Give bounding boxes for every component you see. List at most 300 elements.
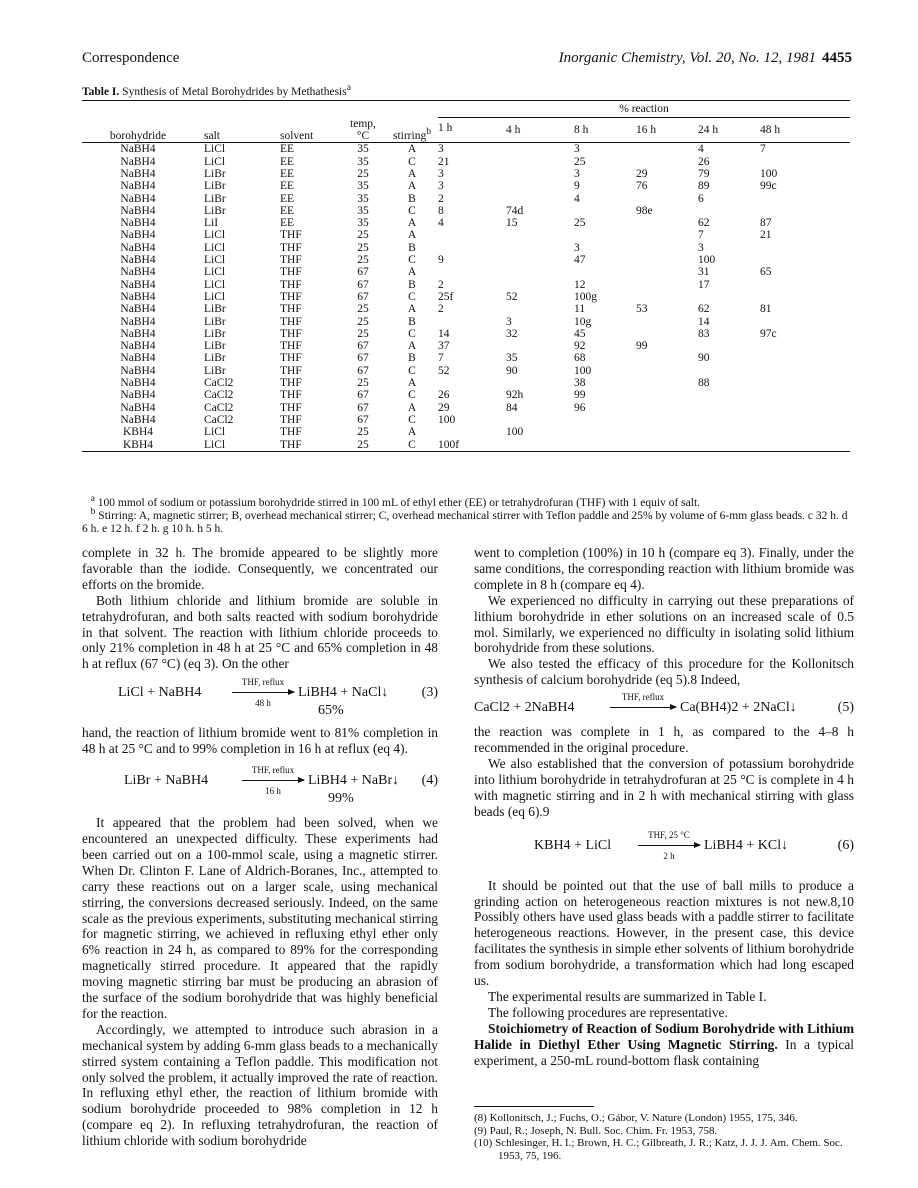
cell-8h: 68: [574, 352, 586, 365]
cell-borohydride: NaBH4: [120, 303, 156, 316]
left-column: [82, 545, 438, 1149]
cell-salt: LiBr: [204, 180, 226, 193]
cell-8h: 100g: [574, 290, 597, 303]
cell-16h: [636, 402, 698, 414]
cell-4h: [506, 303, 574, 315]
cell-salt: LiCl: [204, 254, 226, 267]
cell-4h: [506, 180, 574, 192]
cell-stirring: A: [407, 167, 417, 180]
equation-6: [474, 828, 854, 874]
cell-solvent: THF: [280, 327, 302, 340]
cell-borohydride: NaBH4: [120, 254, 156, 267]
cell-stirring: C: [408, 204, 416, 217]
cell-24h: 100: [698, 254, 716, 267]
cell-24h: [698, 389, 760, 401]
cell-4h: [506, 254, 574, 266]
cell-solvent: EE: [280, 155, 295, 168]
cell-16h: [636, 254, 698, 266]
cell-8h: [574, 439, 636, 452]
table-row: [82, 352, 850, 364]
table-row: [82, 266, 850, 278]
references: [474, 1112, 854, 1162]
journal-citation: Inorganic Chemistry, Vol. 20, No. 12, 1981: [558, 50, 816, 66]
table-title-note: a: [346, 82, 351, 93]
cell-16h: [636, 156, 698, 168]
cell-borohydride: NaBH4: [120, 204, 156, 217]
cell-24h: 17: [698, 278, 710, 291]
cell-salt: LiCl: [204, 426, 226, 439]
cell-stirring: C: [408, 290, 416, 303]
cell-48h: [760, 291, 850, 303]
col-8h: 8 h: [574, 124, 589, 137]
cell-temp: 35: [357, 192, 369, 205]
cell-4h: 15: [506, 217, 518, 230]
col-borohydride: borohydride: [109, 130, 167, 143]
cell-8h: 99: [574, 389, 586, 402]
cell-temp: 25: [357, 303, 369, 316]
cell-1h: 52: [438, 364, 450, 377]
cell-stirring: C: [408, 438, 416, 451]
eq5-rhs: Ca(BH4)2 + 2NaCl↓: [680, 700, 797, 716]
cell-borohydride: KBH4: [122, 426, 154, 439]
cell-solvent: EE: [280, 204, 295, 217]
cell-4h: [506, 242, 574, 254]
cell-48h: [760, 156, 850, 168]
cell-8h: 12: [574, 278, 586, 291]
cell-8h: 100: [574, 364, 592, 377]
cell-1h: 2: [438, 278, 444, 291]
cell-8h: 4: [574, 192, 580, 205]
cell-24h: [698, 402, 760, 414]
eq5-arrow: [610, 707, 676, 708]
cell-8h: 3: [574, 241, 580, 254]
table-footnote-b-text: Stirring: A, magnetic stirrer; B, overhead mechanical stirrer; C, overhead mechanical stirrer with Teflon paddle and 25% by volume of 6-mm glass beads.: [98, 509, 805, 522]
cell-stirring: A: [407, 217, 417, 230]
eq6-time: 2 h: [663, 850, 675, 861]
cell-borohydride: NaBH4: [120, 340, 156, 353]
cell-temp: 67: [357, 278, 369, 291]
cell-16h: 29: [636, 167, 648, 180]
cell-8h: 25: [574, 155, 586, 168]
cell-borohydride: NaBH4: [120, 229, 156, 242]
left-paragraph-1: complete in 32 h. The bromide appeared to be slightly more favorable than the iodide. Consequently, we concentrated our efforts on the bromide.: [82, 545, 438, 592]
cell-16h: [636, 389, 698, 401]
table-title: Synthesis of Metal Borohydrides by Methathesis: [122, 85, 347, 98]
cell-24h: 3: [698, 241, 704, 254]
eq6-arrow: [638, 845, 700, 846]
reference-10: (10) Schlesinger, H. I.; Brown, H. C.; Gilbreath, J. R.; Katz, J. J. J. Am. Chem. Soc. 1953, 75, 196.: [474, 1137, 843, 1162]
eq5-lhs: CaCl2 + 2NaBH4: [474, 700, 575, 716]
cell-stirring: B: [408, 241, 416, 254]
cell-48h: [760, 279, 850, 291]
eq6-lhs: KBH4 + LiCl: [534, 837, 612, 853]
cell-24h: [698, 439, 760, 452]
cell-solvent: THF: [280, 290, 302, 303]
cell-24h: [698, 426, 760, 438]
cell-stirring: A: [407, 180, 417, 193]
cell-stirring: A: [407, 377, 417, 390]
cell-solvent: THF: [280, 266, 302, 279]
table-row: [82, 365, 850, 377]
eq3-time: 48 h: [255, 698, 271, 709]
cell-24h: 83: [698, 327, 710, 340]
col-temp-top: temp,: [350, 117, 376, 130]
cell-24h: 90: [698, 352, 710, 365]
cell-24h: [698, 340, 760, 352]
table-row: [82, 242, 850, 254]
col-stirring-note: b: [426, 126, 432, 138]
cell-solvent: THF: [280, 254, 302, 267]
cell-salt: LiCl: [204, 143, 226, 156]
cell-4h: [506, 266, 574, 278]
cell-salt: LiBr: [204, 327, 226, 340]
cell-borohydride: NaBH4: [120, 241, 156, 254]
cell-solvent: THF: [280, 278, 302, 291]
cell-24h: 88: [698, 377, 710, 390]
cell-stirring: C: [408, 389, 416, 402]
cell-8h: [574, 229, 636, 241]
cell-8h: 47: [574, 254, 586, 267]
cell-salt: LiCl: [204, 155, 226, 168]
cell-temp: 67: [357, 290, 369, 303]
eq4-time: 16 h: [265, 786, 281, 797]
cell-temp: 25: [357, 438, 369, 451]
cell-temp: 67: [357, 364, 369, 377]
left-paragraph-2: Both lithium chloride and lithium bromide are soluble in tetrahydrofuran, and both salts reacted with sodium borohydride in that solvent. The reaction with lithium chloride proceeds to only 21% completion in 48 h at 25 °C and 65% completion in 48 h at reflux (67 °C) (eq 3). On the other: [82, 592, 438, 672]
eq4-condition: THF, reflux: [251, 765, 295, 776]
cell-solvent: EE: [280, 143, 295, 156]
right-paragraph-8: The following procedures are representative.: [488, 1004, 728, 1020]
cell-1h: 3: [438, 143, 444, 156]
col-4h: 4 h: [506, 124, 521, 137]
cell-stirring: C: [408, 155, 416, 168]
cell-48h: [760, 414, 850, 426]
cell-solvent: THF: [280, 364, 302, 377]
cell-borohydride: NaBH4: [120, 180, 156, 193]
cell-16h: [636, 229, 698, 241]
cell-16h: [636, 143, 698, 156]
section-header: Correspondence: [82, 50, 180, 66]
col-solvent: solvent: [280, 130, 314, 143]
cell-borohydride: NaBH4: [120, 266, 156, 279]
cell-temp: 67: [357, 413, 369, 426]
cell-solvent: THF: [280, 352, 302, 365]
cell-4h: 90: [506, 364, 518, 377]
cell-8h: 45: [574, 327, 586, 340]
cell-solvent: THF: [280, 303, 302, 316]
cell-temp: 35: [357, 180, 369, 193]
cell-stirring: A: [407, 401, 417, 414]
cell-8h: [574, 426, 636, 438]
right-paragraph-1: went to completion (100%) in 10 h (compare eq 3). Finally, under the same conditions, the corresponding reaction with lithium bromide was complete in 8 h (compare eq 4).: [474, 545, 854, 592]
reference-9: (9) Paul, R.; Joseph, N. Bull. Soc. Chim. Fr. 1953, 758.: [474, 1124, 718, 1137]
cell-salt: LiCl: [204, 278, 226, 291]
cell-solvent: EE: [280, 180, 295, 193]
eq3-number: (3): [421, 685, 438, 701]
cell-solvent: EE: [280, 217, 295, 230]
cell-stirring: C: [408, 327, 416, 340]
cell-48h: [760, 193, 850, 205]
cell-48h: [760, 316, 850, 328]
cell-1h: [438, 316, 506, 328]
cell-16h: [636, 426, 698, 438]
cell-salt: LiCl: [204, 290, 226, 303]
table-footnote-a: $^a$ 100 mmol of sodium or potassium borohydride stirred in 100 mL of ethyl ether (EE) or tetrahydrofuran (THF) with 1 equiv of salt.: [90, 493, 701, 509]
table-row: [82, 193, 850, 205]
cell-1h: [438, 242, 506, 254]
cell-16h: 76: [636, 180, 648, 193]
cell-4h: [506, 156, 574, 168]
table-footnote-b: $^b$ Stirring: A, magnetic stirrer; B, overhead mechanical stirrer; C, overhead mechanical stirrer with Teflon paddle and 25% by volume of 6-mm glass beads. c 32 h. d 6 h. e 12 h. f 2 h. g 10 h. h 5 h.: [82, 506, 848, 535]
cell-16h: [636, 279, 698, 291]
table-row: [82, 426, 850, 438]
cell-temp: 67: [357, 352, 369, 365]
cell-temp: 35: [357, 155, 369, 168]
eq4-number: (4): [421, 773, 438, 789]
cell-borohydride: NaBH4: [120, 352, 156, 365]
cell-8h: 11: [574, 303, 586, 316]
table-row: [82, 303, 850, 315]
cell-48h: [760, 254, 850, 266]
cell-temp: 25: [357, 167, 369, 180]
header-row: [82, 118, 850, 143]
cell-24h: 14: [698, 315, 710, 328]
cell-temp: 35: [357, 217, 369, 230]
cell-4h: [506, 414, 574, 426]
cell-48h: 87: [760, 217, 772, 230]
cell-stirring: C: [408, 254, 416, 267]
cell-stirring: C: [408, 364, 416, 377]
eq6-number: (6): [837, 837, 854, 853]
table-row: [82, 168, 850, 180]
cell-4h: 100: [506, 426, 524, 439]
cell-salt: LiCl: [204, 266, 226, 279]
eq3-yield: 65%: [318, 703, 344, 719]
cell-16h: [636, 365, 698, 377]
cell-4h: [506, 439, 574, 452]
cell-4h: [506, 229, 574, 241]
journal-header: [559, 50, 852, 67]
cell-16h: 53: [636, 303, 648, 316]
eq3-arrow: [232, 692, 294, 693]
cell-salt: LiBr: [204, 167, 226, 180]
cell-borohydride: NaBH4: [120, 217, 156, 230]
cell-temp: 67: [357, 340, 369, 353]
table-row: [82, 316, 850, 328]
cell-1h: 2: [438, 303, 444, 316]
cell-solvent: THF: [280, 229, 302, 242]
table-row: [82, 217, 850, 229]
cell-borohydride: NaBH4: [120, 192, 156, 205]
cell-temp: 67: [357, 389, 369, 402]
col-24h: 24 h: [698, 124, 719, 137]
left-paragraph-3: hand, the reaction of lithium bromide went to 81% completion in 48 h at 25 °C and to 99% completion in 16 h at reflux (eq 4).: [82, 725, 438, 757]
cell-16h: [636, 377, 698, 389]
cell-48h: 99c: [760, 180, 777, 193]
procedure-heading: Stoichiometry of Reaction of Sodium Borohydride with Lithium Halide in Diethyl Ether Using Magnetic Stirring.: [474, 1020, 854, 1052]
cell-salt: LiBr: [204, 303, 226, 316]
cell-1h: [438, 266, 506, 278]
data-table: [82, 100, 850, 452]
cell-48h: 97c: [760, 327, 777, 340]
cell-salt: LiCl: [204, 229, 226, 242]
right-paragraph-3: We also tested the efficacy of this procedure for the Kollonitsch synthesis of calcium borohydride (eq 5).8 Indeed,: [474, 656, 854, 688]
cell-4h: [506, 279, 574, 291]
cell-solvent: EE: [280, 167, 295, 180]
cell-1h: 9: [438, 254, 444, 267]
cell-borohydride: NaBH4: [120, 143, 156, 156]
cell-solvent: THF: [280, 389, 302, 402]
cell-salt: CaCl2: [204, 413, 234, 426]
cell-1h: 29: [438, 401, 450, 414]
cell-48h: [760, 439, 850, 452]
cell-temp: 67: [357, 401, 369, 414]
cell-1h: [438, 377, 506, 389]
eq3-lhs: LiCl + NaBH4: [118, 685, 202, 701]
cell-borohydride: NaBH4: [120, 389, 156, 402]
cell-24h: 26: [698, 155, 710, 168]
cell-4h: [506, 143, 574, 156]
cell-temp: 35: [357, 143, 369, 156]
cell-stirring: B: [408, 315, 416, 328]
cell-solvent: THF: [280, 426, 302, 439]
table-row: [82, 205, 850, 217]
table-row: [82, 439, 850, 452]
cell-48h: [760, 365, 850, 377]
cell-stirring: B: [408, 192, 416, 205]
cell-salt: LiBr: [204, 340, 226, 353]
cell-borohydride: NaBH4: [120, 278, 156, 291]
left-paragraph-5: Accordingly, we attempted to introduce such abrasion in a mechanical system by adding 6-mm glass beads to a mechanically stirred system containing a Teflon paddle. This modification not only solved the problem, it actually improved the rate of reaction. In refluxing ethyl ether, the reaction of lithium bromide with sodium borohydride proceeded to 98% completion in 12 h (compare eq 2). In refluxing tetrahydrofuran, the reaction of lithium chloride with sodium borohydride: [82, 1021, 438, 1149]
col-48h: 48 h: [760, 124, 781, 137]
cell-16h: [636, 242, 698, 254]
cell-temp: 25: [357, 377, 369, 390]
cell-4h: [506, 377, 574, 389]
cell-16h: [636, 414, 698, 426]
group-header: % reaction: [438, 101, 850, 118]
reference-8: (8) Kollonitsch, J.; Fuchs, O.; Gábor, V. Nature (London) 1955, 175, 346.: [474, 1112, 798, 1124]
cell-borohydride: NaBH4: [120, 290, 156, 303]
cell-16h: [636, 316, 698, 328]
cell-stirring: A: [407, 143, 417, 156]
cell-solvent: THF: [280, 241, 302, 254]
col-salt: salt: [204, 130, 220, 143]
cell-8h: [574, 266, 636, 278]
cell-48h: [760, 205, 850, 217]
cell-stirring: B: [408, 278, 416, 291]
cell-16h: [636, 266, 698, 278]
table-row: [82, 156, 850, 168]
left-paragraph-4: It appeared that the problem had been solved, when we encountered an unexpected difficulty. These experiments had been carried out on a 100-mmol scale, using a magnetic stirrer. When Dr. Clinton F. Lane of Aldrich-Boranes, Inc., attempted to carry these reactions out on a larger scale, using mechanical stirring, the conversions decreased seriously. Indeed, on the same scale as the previous experiments, substituting mechanical stirring for magnetic stirring, we achieved in refluxing ethyl ether only 6% reaction in 24 h, as compared to 89% for the corresponding magnetically stirred procedure. It appeared that the rapidly moving magnetic stirring bar must be producing an abrasion of the surface of the sodium borohydride that was highly beneficial for the reaction.: [82, 815, 438, 1021]
cell-1h: 2: [438, 192, 444, 205]
eq4-lhs: LiBr + NaBH4: [124, 773, 209, 789]
cell-8h: [574, 414, 636, 426]
right-paragraph-6: It should be pointed out that the use of ball mills to produce a grinding action on heterogeneous reaction mixtures is not new.8,10 Possibly others have used glass beads with a paddle stirrer to facilitate heterogeneous reactions. However, in the present case, this device facilitates the synthesis in simple ether solvents of lithium borohydride from sodium borohydride, a transformation which had long escaped us.: [474, 877, 854, 989]
cell-1h: 8: [438, 204, 444, 217]
eq6-rhs: LiBH4 + KCl↓: [704, 837, 789, 853]
table-caption: [82, 82, 351, 98]
cell-24h: 79: [698, 167, 710, 180]
eq4-yield: 99%: [328, 791, 354, 807]
procedure-text: In a typical experiment, a 250-mL round-bottom flask containing: [474, 1036, 854, 1068]
cell-8h: 96: [574, 401, 586, 414]
cell-1h: 3: [438, 167, 444, 180]
cell-48h: [760, 242, 850, 254]
table-row: [82, 143, 850, 156]
cell-solvent: EE: [280, 192, 295, 205]
cell-salt: CaCl2: [204, 401, 234, 414]
cell-1h: 3: [438, 180, 444, 193]
cell-4h: [506, 340, 574, 352]
cell-salt: LiCl: [204, 438, 226, 451]
cell-temp: 25: [357, 327, 369, 340]
cell-48h: [760, 389, 850, 401]
cell-salt: LiBr: [204, 364, 226, 377]
cell-stirring: A: [407, 426, 417, 439]
table-row: [82, 402, 850, 414]
cell-48h: 21: [760, 229, 772, 242]
table-row: [82, 254, 850, 266]
equation-3: [82, 675, 438, 719]
table-footnote-rest: c 32 h. d 6 h. e 12 h. f 2 h. g 10 h. h 5 h.: [82, 509, 848, 535]
right-paragraph-4: the reaction was complete in 1 h, as compared to the 4–8 h recommended in the original procedure.: [474, 724, 854, 756]
cell-salt: LiBr: [204, 204, 226, 217]
cell-24h: 4: [698, 143, 704, 156]
cell-salt: LiBr: [204, 315, 226, 328]
right-paragraph-5: We also established that the conversion of potassium borohydride into lithium borohydride in tetrahydrofuran at 25 °C is complete in 4 h with magnetic stirring and in 2 h with mechanical stirring with glass beads (eq 6).9: [474, 755, 854, 819]
cell-16h: [636, 217, 698, 229]
cell-borohydride: NaBH4: [120, 401, 156, 414]
eq3-condition: THF, reflux: [241, 677, 285, 688]
cell-1h: [438, 229, 506, 241]
eq5-number: (5): [837, 700, 854, 716]
table-row: [82, 291, 850, 303]
cell-48h: [760, 352, 850, 364]
cell-4h: [506, 168, 574, 180]
cell-temp: 25: [357, 229, 369, 242]
cell-4h: 92h: [506, 389, 524, 402]
cell-4h: 84: [506, 401, 518, 414]
cell-4h: [506, 193, 574, 205]
cell-48h: 100: [760, 167, 778, 180]
right-paragraph-7: The experimental results are summarized in Table I.: [488, 988, 767, 1004]
cell-1h: 26: [438, 389, 450, 402]
cell-borohydride: NaBH4: [120, 155, 156, 168]
cell-8h: 38: [574, 377, 586, 390]
cell-1h: 100: [438, 413, 456, 426]
cell-stirring: C: [408, 413, 416, 426]
cell-48h: 65: [760, 266, 772, 279]
eq6-condition: THF, 25 °C: [648, 829, 690, 840]
cell-16h: [636, 193, 698, 205]
cell-24h: [698, 205, 760, 217]
table-body: [82, 143, 850, 451]
cell-salt: CaCl2: [204, 377, 234, 390]
eq4-arrow: [242, 780, 304, 781]
table-row: [82, 328, 850, 340]
cell-salt: LiCl: [204, 241, 226, 254]
cell-borohydride: NaBH4: [120, 327, 156, 340]
col-stirring-label: stirring: [392, 130, 427, 143]
cell-stirring: B: [408, 352, 416, 365]
cell-borohydride: NaBH4: [120, 364, 156, 377]
table-row: [82, 414, 850, 426]
cell-8h: 92: [574, 340, 586, 353]
cell-8h: [574, 205, 636, 217]
cell-temp: 25: [357, 315, 369, 328]
cell-temp: 25: [357, 241, 369, 254]
eq3-rhs: LiBH4 + NaCl↓: [298, 685, 389, 701]
